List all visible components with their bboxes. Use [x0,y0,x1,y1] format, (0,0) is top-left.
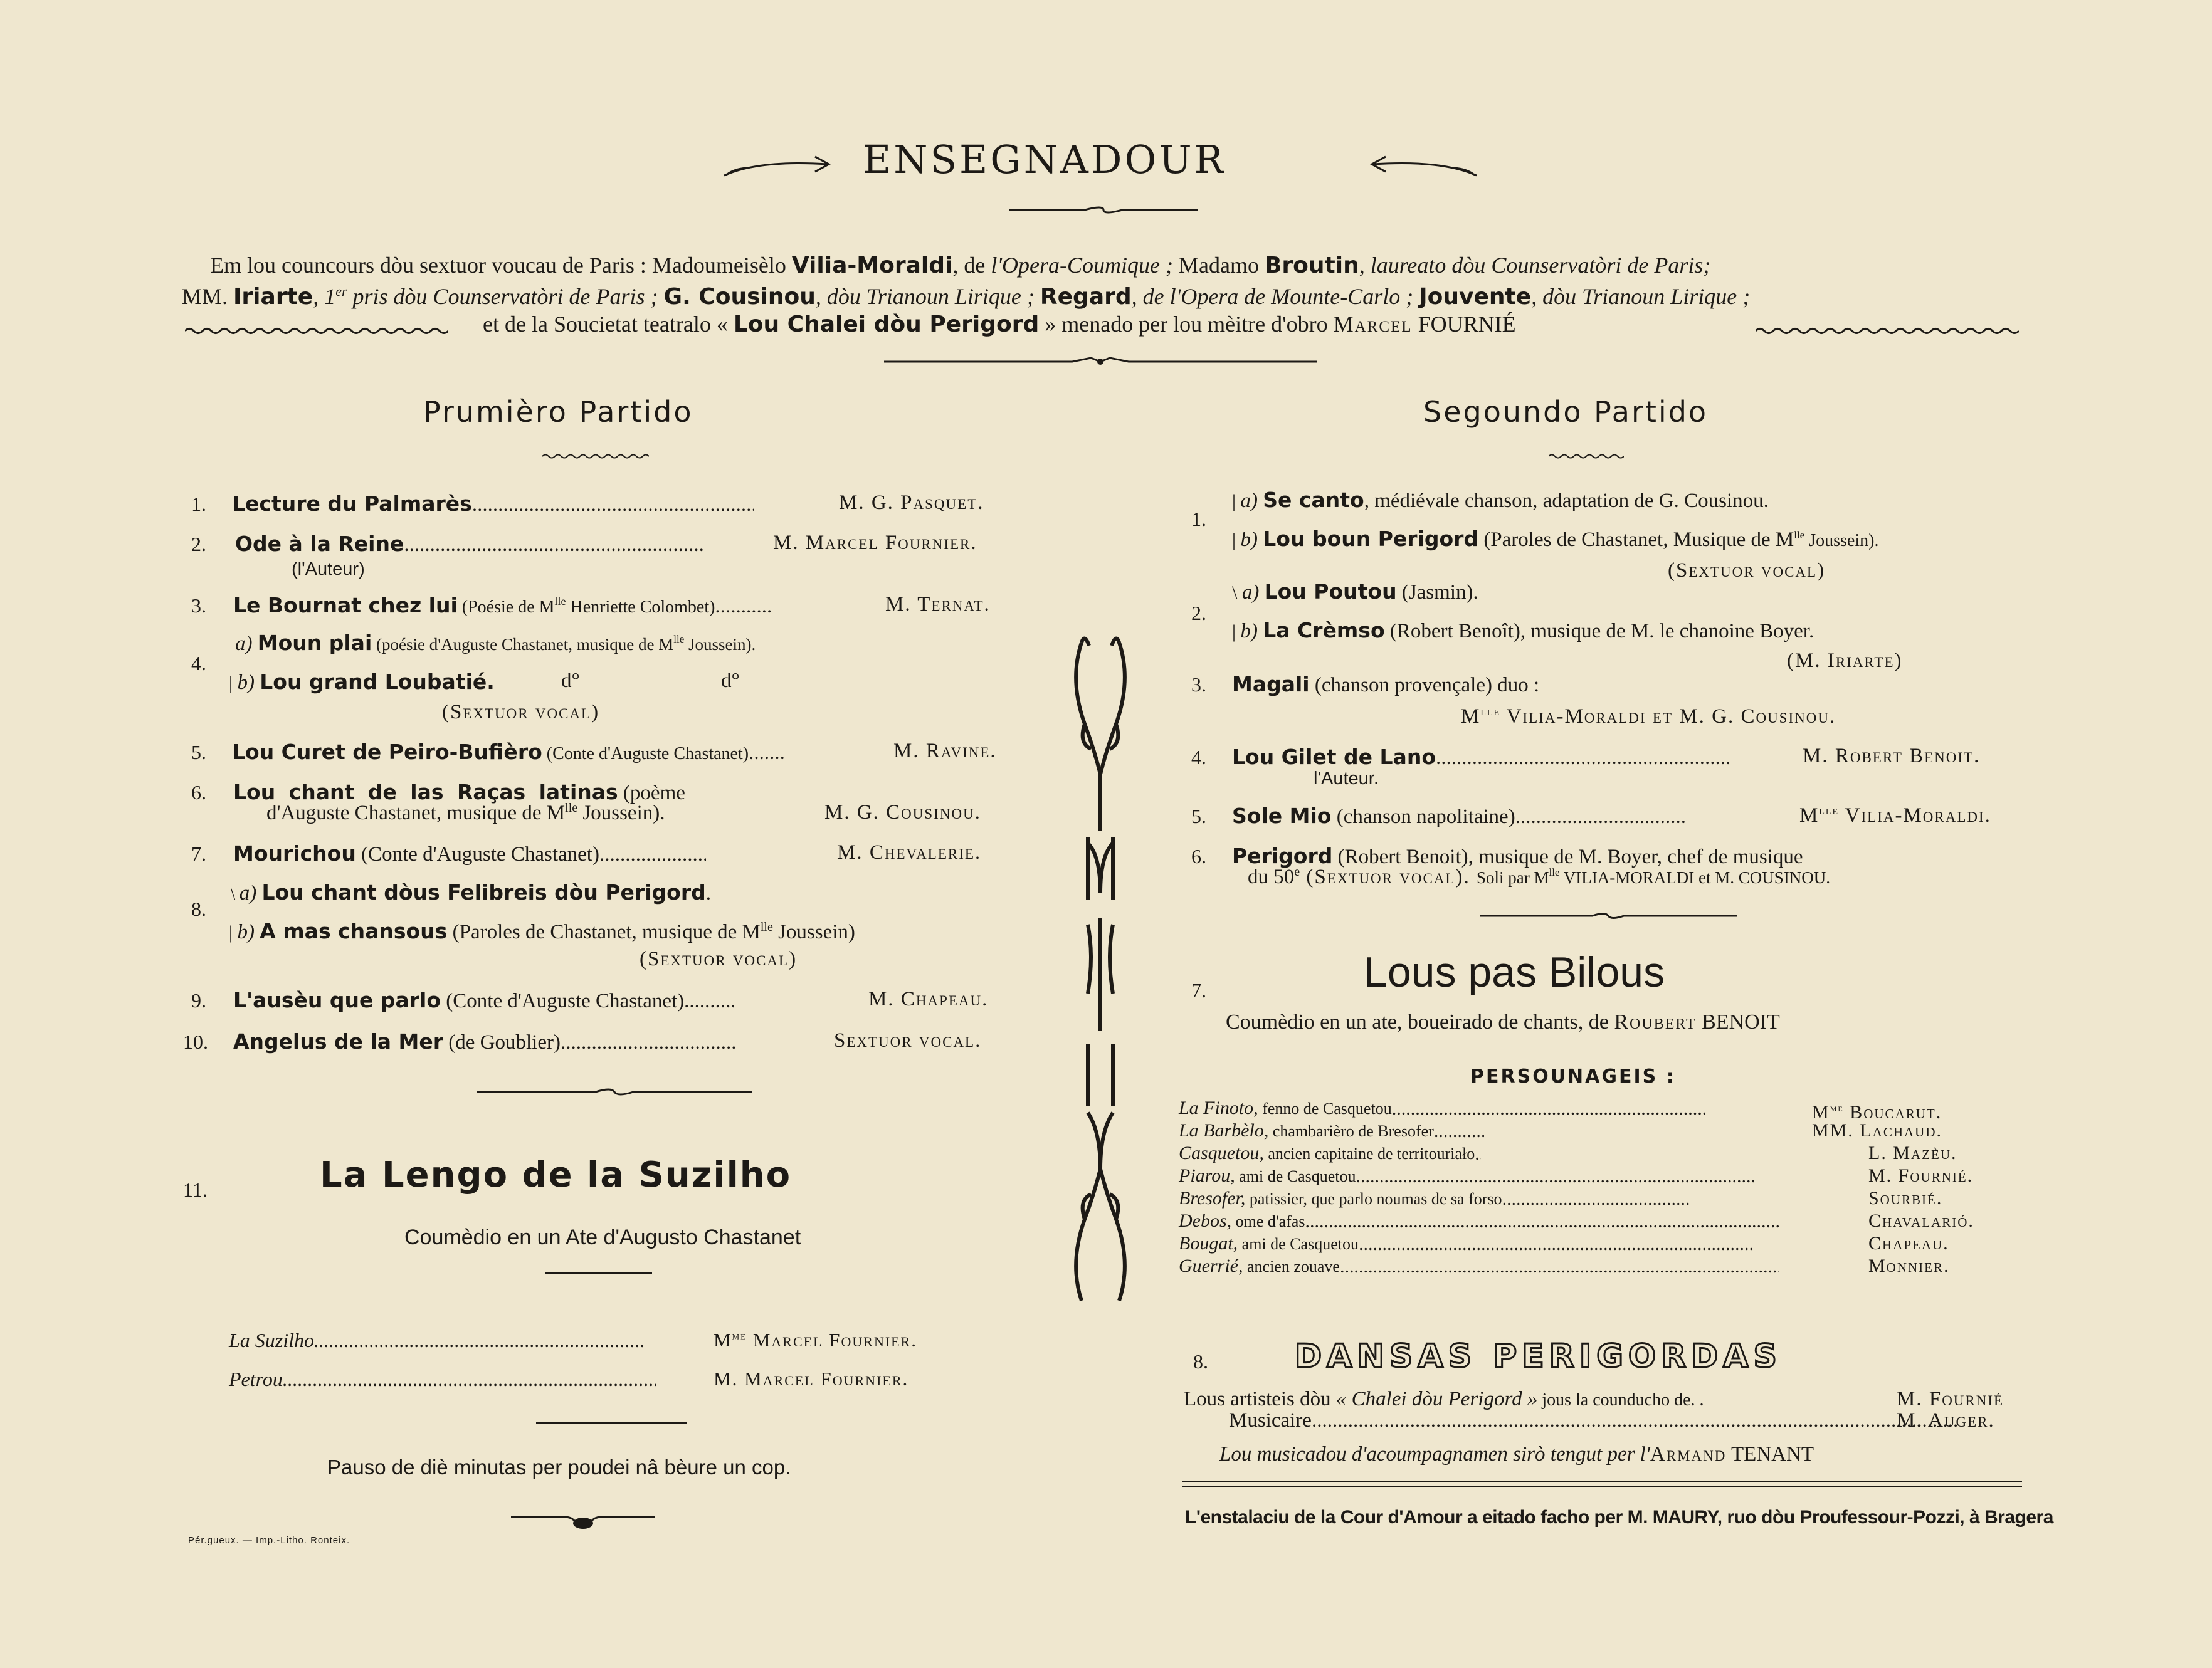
p2-cast-row: Debos, ome d'afas..... Chavalarió. [1179,1210,2019,1232]
title-divider [1009,204,1198,216]
p1-item-7-number: 7. [191,842,206,865]
p2-item-2b: | b) La Crèmso (Robert Benoît), musique de M. le chanoine Boyer. [1232,618,1814,643]
p2-item-7-number: 7. [1191,979,1206,1002]
p2-cast-row: Bougat, ami de Casquetou..... Chapeau. [1179,1232,2019,1255]
p1-item-9-performer: M. Chapeau. [868,988,989,1010]
p1-item-1-number: 1. [191,493,206,515]
p1-item-3: Le Bournat chez lui (Poésie de $M^{lle}$ Henriette Colombet)..... [233,593,771,618]
p2-item-5: Sole Mio (chanson napolitaine)..... [1232,804,1685,829]
intro-divider [884,354,1317,369]
part1-divider [477,1086,752,1098]
p2-item-5-number: 5. [1191,805,1206,827]
p2-cast-row: Piarou, ami de Casquetou..... M. Fournié. [1179,1165,2019,1187]
p2-item-7-title: Lous pas Bilous [1364,948,1665,996]
p2-item-8-performer-2: M. Auger. [1897,1409,1995,1432]
printer-imprint: Pér.gueux. — Imp.-Litho. Ronteix. [188,1535,350,1546]
p1-cast-role-1: La Suzilho..... [229,1329,646,1352]
p1-item-6: Lou chant de las Raças latinas (poème [233,780,685,804]
p1-item-8-number: 8. [191,898,206,920]
p2-item-3-number: 3. [1191,673,1206,696]
p2-item-1-sextuor: (Sextuor vocal) [1668,559,1826,582]
p2-item-4-number: 4. [1191,746,1206,768]
p1-item-10-number: 10. [183,1031,208,1053]
p1-item-11-rule [545,1272,652,1274]
p2-item-2-performer: (M. Iriarte) [1787,649,1903,672]
p2-cast-row: La Finoto, fenno de Casquetou..... $M^{me}$ Boucarut. [1179,1097,2019,1120]
p1-item-1: Lecture du Palmarès..... [232,491,1016,517]
p2-item-2-number: 2. [1191,602,1206,624]
intro-line-2: MM. Iriarte, 1er pris dòu Counservatòri de Paris ; G. Cousinou, dòu Trianoun Lirique ; Regard, de l'Opera de Mounte-Carlo ; Jouvente, dòu Trianoun Lirique ; [182,283,1751,310]
part2-heading-rule [1549,453,1624,460]
p1-item-11-number: 11. [183,1178,208,1201]
p2-item-6: Perigord (Robert Benoit), musique de M. Boyer, chef de musique [1232,844,1803,868]
p1-item-9: L'ausèu que parlo (Conte d'Auguste Chastanet)..... [233,988,734,1013]
p1-item-5-number: 5. [191,741,206,763]
p1-item-9-number: 9. [191,989,206,1012]
p1-item-4a: a) Moun plai (poésie d'Auguste Chastanet, musique de $M^{lle}$ Joussein). [235,631,756,655]
p2-item-3: Magali (chanson provençale) duo : [1232,672,1540,696]
page-title: ENSEGNADOUR [863,137,1226,182]
p1-item-10: Angelus de la Mer (de Goublier)..... [233,1029,736,1054]
p1-item-8b: | b) A mas chansous (Paroles de Chastanet, musique de $M^{lle}$ Joussein) [229,919,855,943]
p2-item-2a: \ a) Lou Poutou (Jasmin). [1232,579,1478,604]
p2-item-6-number: 6. [1191,845,1206,868]
p1-item-8-sextuor: (Sextuor vocal) [640,948,798,970]
p1-item-11-subtitle: Coumèdio en un Ate d'Augusto Chastanet [404,1225,801,1249]
p1-item-4b-ditto-2: d° [721,669,740,692]
p1-item-3-performer: M. Ternat. [885,593,991,616]
center-vertical-ornament [1063,630,1138,1313]
p1-item-6-number: 6. [191,781,206,804]
p2-cast-row: Bresofer, patissier, que parlo noumas de sa forso..... Sourbié. [1179,1187,2019,1210]
part2-divider [1480,910,1737,921]
p2-item-1b: | b) Lou boun Perigord (Paroles de Chastanet, Musique de $M^{lle}$ Joussein). [1232,527,1879,551]
wavy-rule-left [185,326,448,336]
p1-item-6-performer: M. G. Cousinou. [824,801,981,824]
p1-item-4-number: 4. [191,652,206,674]
p1-item-2: Ode à la Reine..... [235,532,705,557]
p1-item-4-sextuor: (Sextuor vocal) [442,701,600,723]
right-flourish-ornament [1367,150,1480,182]
p2-item-1-number: 1. [1191,508,1206,530]
part1-heading-rule [542,453,649,460]
left-flourish-ornament [721,150,834,182]
p2-item-8-title: DANSAS PERIGORDAS [1295,1338,1782,1375]
part1-heading: Prumièro Partido [423,395,693,429]
pause-note: Pauso de diè minutas per poudei nâ bèure un cop. [327,1456,791,1479]
part2-heading: Segoundo Partido [1423,395,1709,429]
p2-cast-list [1179,1097,2019,1277]
p2-item-3-performers: $M^{lle}$ Vilia-Moraldi et M. G. Cousinou. [1461,705,1836,728]
p1-item-5: Lou Curet de Peiro-Bufièro (Conte d'Auguste Chastanet)..... [232,740,786,765]
p1-item-2-note: (l'Auteur) [292,559,365,579]
p1-item-6-line-2: d'Auguste Chastanet, musique de $M^{lle}$ Joussein). [266,801,665,824]
p2-item-6-line-2: du 50e (Sextuor vocal). Soli par $M^{lle}$ VILIA-MORALDI et M. COUSINOU. [1248,865,1830,888]
p1-item-2-number: 2. [191,533,206,555]
p2-cast-row: Casquetou, ancien capitaine de territouriało..... L. Mazèu. [1179,1142,2019,1165]
p1-item-4b-ditto-1: d° [561,669,580,692]
p2-item-5-performer: $M^{lle}$ Vilia-Moraldi. [1799,804,1991,827]
p2-item-8-performer-1: M. Fournié [1897,1388,2004,1410]
footer-double-rule [1182,1481,2022,1487]
bottom-left-ornament [511,1511,655,1529]
intro-line-3: et de la Soucietat teatralo « Lou Chalei dòu Perigord » menado per lou mèitre d'obro Marcel FOURNIÉ [483,312,1516,337]
p2-item-7-subtitle: Coumèdio en un ate, boueirado de chants, de Roubert BENOIT [1226,1010,1780,1034]
p1-item-4b: | b) Lou grand Loubatié. [229,669,495,694]
p1-item-8a: \ a) Lou chant dòus Felibreis dòu Perigord. [231,880,711,905]
p1-item-2-performer: M. Marcel Fournier. [773,532,977,554]
p2-item-4-performer: M. Robert Benoit. [1803,745,1981,767]
p2-cast-row: Guerrié, ancien zouave..... Monnier. [1179,1255,2019,1277]
intro-line-1: Em lou councours dòu sextuor voucau de Paris : Madoumeisèlo Vilia-Moraldi, de l'Opera-Coumique ; Madamo Broutin, laureato dòu Counservatòri de Paris; [210,253,1711,278]
p1-item-7: Mourichou (Conte d'Auguste Chastanet)..... [233,841,706,866]
persounageis-heading: PERSOUNAGEIS : [1470,1066,1676,1088]
p2-cast-row: La Barbèlo, chambarièro de Bresofer..... MM. Lachaud. [1179,1120,2019,1142]
footer-note: L'enstalaciu de la Cour d'Amour a eitado facho per M. MAURY, ruo dòu Proufessour-Pozzi, à Bragera [1185,1507,2053,1528]
p1-item-1-performer: M. G. Pasquet. [839,491,984,514]
p2-item-4: Lou Gilet de Lano..... [1232,745,1730,770]
p1-item-3-number: 3. [191,594,206,617]
wavy-rule-right [1756,326,2019,336]
p1-cast-role-2: Petrou..... [229,1368,656,1391]
p1-item-10-performer: Sextuor vocal. [834,1029,982,1052]
p2-item-4-note: l'Auteur. [1314,768,1379,789]
p1-cast-rule [536,1422,687,1424]
p1-item-7-performer: M. Chevalerie. [837,841,982,864]
p2-item-8-line-2: Musicaire..... [1229,1409,1957,1432]
p2-item-8-line-3: Lou musicadou d'acoumpagnamen sirò tengut per l'Armand TENANT [1219,1443,1814,1466]
p1-cast-actor-2: M. Marcel Fournier. [714,1368,909,1390]
p2-item-8-number: 8. [1193,1350,1208,1373]
p2-item-8-line-1: Lous artisteis dòu « Chalei dòu Perigord » jous la counducho de. . [1184,1388,1704,1410]
p1-item-11-title: La Lengo de la Suzilho [320,1155,792,1195]
p1-item-5-performer: M. Ravine. [893,740,997,762]
p1-cast-actor-1: $M^{me}$ Marcel Fournier. [714,1329,918,1351]
p2-item-1a: | a) Se canto, médiévale chanson, adaptation de G. Cousinou. [1232,488,1769,512]
